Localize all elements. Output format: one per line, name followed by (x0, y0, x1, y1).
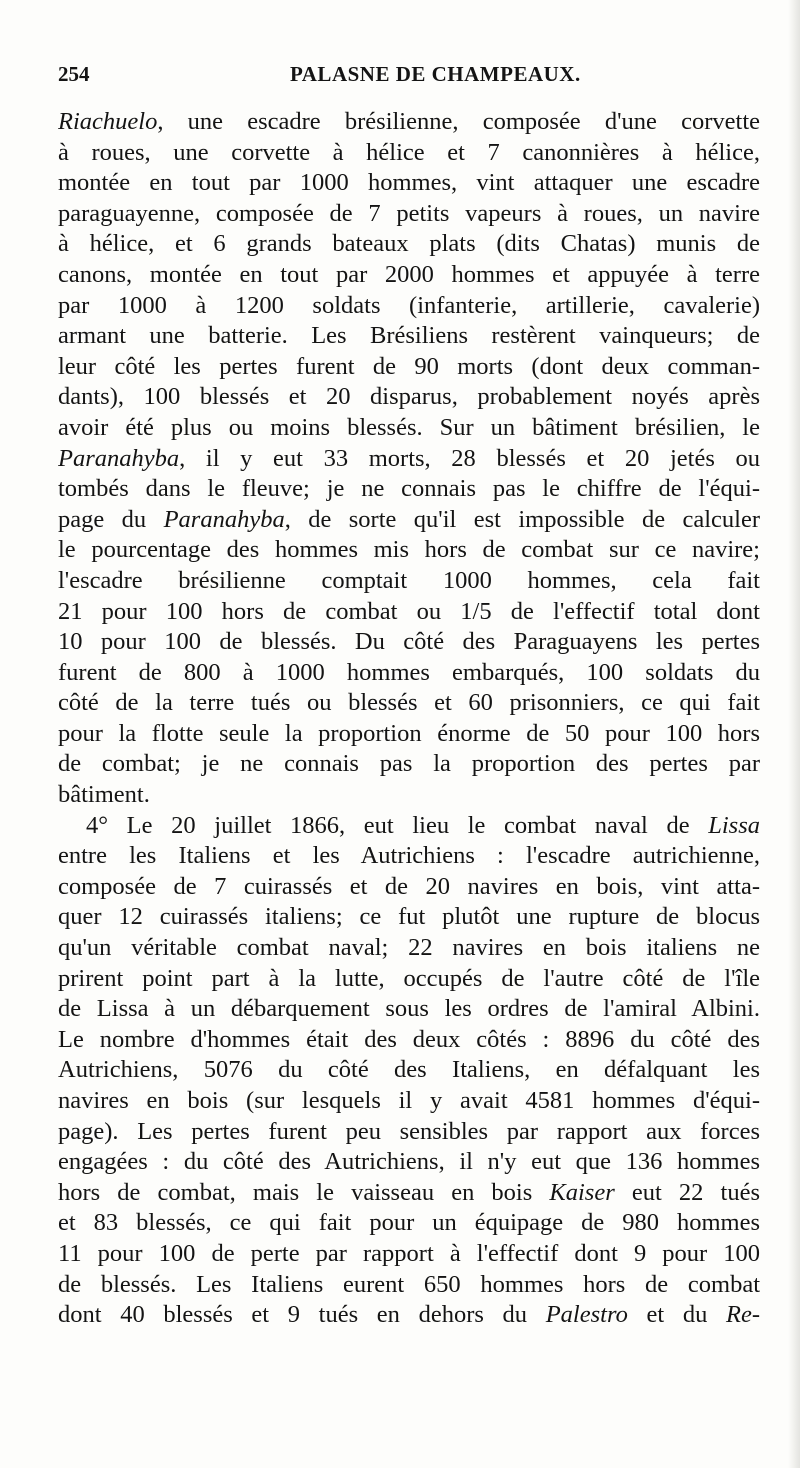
text-line (58, 291, 760, 322)
text-line (58, 933, 760, 964)
text-line (58, 780, 760, 811)
text-line (58, 229, 760, 260)
text-line (58, 566, 760, 597)
text-span: à hélice, et 6 grands bateaux plats (dits Chatas) munis de (58, 230, 760, 258)
text-line (58, 474, 760, 505)
text-span: Le nombre d'hommes était des deux côtés : 8896 du côté des (58, 1025, 760, 1053)
text-span: leur côté les pertes furent de 90 morts (dont deux comman- (58, 352, 760, 380)
text-span: 10 pour 100 de blessés. Du côté des Paraguayens les pertes (58, 628, 760, 656)
text-span: canons, montée en tout par 2000 hommes et appuyée à terre (58, 260, 760, 288)
text-span: le pourcentage des hommes mis hors de combat sur ce navire; (58, 536, 760, 564)
text-line (58, 994, 760, 1025)
text-span: qu'un véritable combat naval; 22 navires en bois italiens ne (58, 934, 760, 962)
italic-text: Riachuelo (58, 108, 158, 135)
text-line (58, 1117, 760, 1148)
text-span: , il y eut 33 morts, 28 blessés et 20 jetés ou (179, 444, 760, 472)
italic-text: Re- (726, 1301, 760, 1329)
text-span: page du (58, 505, 164, 533)
italic-text: Palestro (545, 1301, 628, 1329)
text-span: page). Les pertes furent peu sensibles par rapport aux forces (58, 1117, 760, 1145)
page-number: 254 (58, 62, 90, 86)
text-line (58, 382, 760, 413)
text-line (58, 1025, 760, 1056)
page-header (58, 62, 760, 92)
text-span: engagées : du côté des Autrichiens, il n'y eut que 136 hommes (58, 1148, 760, 1176)
text-line (58, 138, 760, 169)
text-span: , de sorte qu'il est impossible de calculer (284, 505, 760, 533)
text-line (58, 658, 760, 689)
text-span: 11 pour 100 de perte par rapport à l'effectif dont 9 pour 100 (58, 1239, 760, 1267)
text-span: montée en tout par 1000 hommes, vint attaquer une escadre (58, 169, 760, 197)
text-span: l'escadre brésilienne comptait 1000 hommes, cela fait (58, 566, 760, 594)
text-line (58, 168, 760, 199)
italic-text: Paranahyba (58, 444, 180, 472)
page-edge-shadow (788, 0, 800, 1468)
text-span: paraguayenne, composée de 7 petits vapeurs à roues, un navire (58, 199, 760, 227)
running-title: PALASNE DE CHAMPEAUX. (290, 62, 581, 86)
text-span: prirent point part à la lutte, occupés de l'autre côté de l'île (58, 964, 760, 992)
text-span: hors de combat, mais le vaisseau en bois (58, 1178, 550, 1206)
text-line (58, 627, 760, 658)
body-text (58, 107, 760, 1331)
text-line (58, 1086, 760, 1117)
text-span: composée de 7 cuirassés et de 20 navires en bois, vint atta- (58, 872, 760, 900)
text-span: pour la flotte seule la proportion énorme de 50 pour 100 hors (58, 719, 760, 747)
text-span: dont 40 blessés et 9 tués en dehors du (58, 1301, 546, 1329)
text-span: Autrichiens, 5076 du côté des Italiens, en défalquant les (58, 1056, 760, 1084)
text-line (58, 1055, 760, 1086)
text-line (58, 1208, 760, 1239)
text-span: par 1000 à 1200 soldats (infanterie, artillerie, cavalerie) (58, 291, 760, 319)
text-line (58, 444, 760, 475)
text-line (58, 413, 760, 444)
text-line (58, 841, 760, 872)
text-line (58, 719, 760, 750)
text-span: avoir été plus ou moins blessés. Sur un bâtiment brésilien, le (58, 413, 760, 441)
text-span: quer 12 cuirassés italiens; ce fut plutôt une rupture de blocus (58, 903, 760, 931)
text-span: bâtiment. (58, 781, 150, 809)
text-line (58, 749, 760, 780)
text-span: armant une batterie. Les Brésiliens restèrent vainqueurs; de (58, 322, 760, 350)
text-span: 21 pour 100 hors de combat ou 1/5 de l'effectif total dont (58, 597, 760, 625)
text-span: 4° Le 20 juillet 1866, eut lieu le combat naval de (86, 811, 709, 839)
text-line (58, 352, 760, 383)
italic-text: Kaiser (549, 1178, 615, 1206)
text-span: côté de la terre tués ou blessés et 60 prisonniers, ce qui fait (58, 689, 760, 717)
text-line (58, 597, 760, 628)
text-line (58, 1239, 760, 1270)
italic-text: Lissa (708, 811, 760, 839)
text-line (58, 964, 760, 995)
text-span: à roues, une corvette à hélice et 7 canonnières à hélice, (58, 138, 760, 166)
text-line (58, 107, 760, 138)
text-span: de combat; je ne connais pas la proportion des pertes par (58, 750, 760, 778)
text-span: , une escadre brésilienne, composée d'une corvette (157, 108, 760, 135)
text-line (58, 902, 760, 933)
text-line (58, 1147, 760, 1178)
text-span: et du (627, 1301, 726, 1329)
text-line (58, 872, 760, 903)
text-line (58, 811, 760, 842)
text-span: et 83 blessés, ce qui fait pour un équipage de 980 hommes (58, 1209, 760, 1237)
text-line (58, 535, 760, 566)
text-line (58, 260, 760, 291)
text-line (58, 688, 760, 719)
italic-text: Paranahyba (163, 505, 285, 533)
text-line (58, 1270, 760, 1301)
text-span: eut 22 tués (614, 1178, 760, 1206)
text-line (58, 199, 760, 230)
text-line (58, 1178, 760, 1209)
text-line (58, 505, 760, 536)
text-span: furent de 800 à 1000 hommes embarqués, 100 soldats du (58, 658, 760, 686)
text-line (58, 1300, 760, 1331)
text-span: de Lissa à un débarquement sous les ordres de l'amiral Albini. (58, 995, 760, 1023)
text-span: entre les Italiens et les Autrichiens : l'escadre autrichienne, (58, 842, 760, 870)
text-span: de blessés. Les Italiens eurent 650 hommes hors de combat (58, 1270, 760, 1298)
text-span: tombés dans le fleuve; je ne connais pas le chiffre de l'équi- (58, 475, 760, 503)
text-span: navires en bois (sur lesquels il y avait 4581 hommes d'équi- (58, 1087, 760, 1114)
text-span: dants), 100 blessés et 20 disparus, probablement noyés après (58, 383, 760, 411)
text-line (58, 321, 760, 352)
